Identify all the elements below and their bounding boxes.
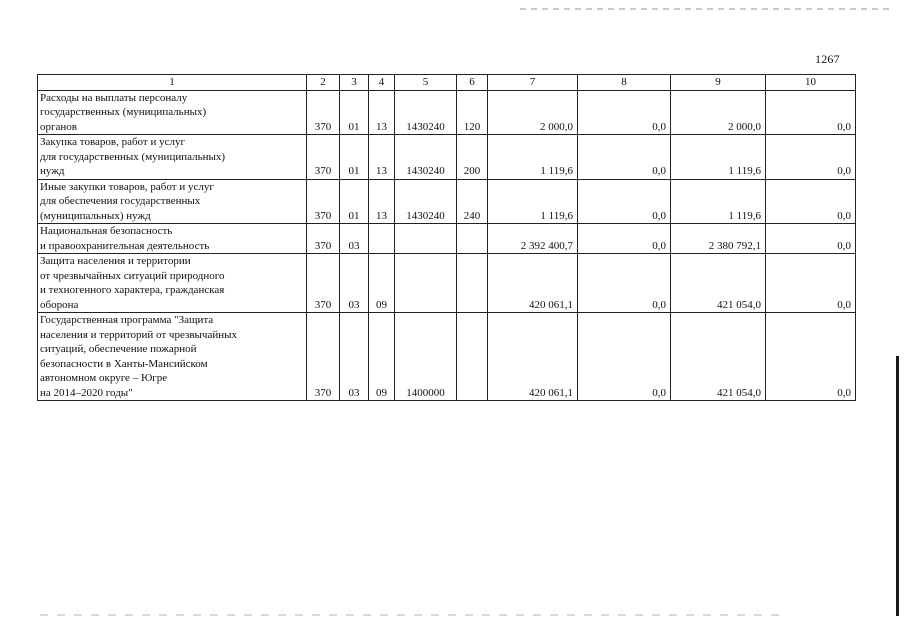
table-row bbox=[38, 135, 856, 180]
cell-c4: 09 bbox=[369, 254, 395, 313]
cell-c5 bbox=[395, 254, 457, 313]
header-col-7: 7 bbox=[488, 75, 578, 91]
scan-noise-bottom bbox=[40, 614, 780, 616]
cell-c3: 03 bbox=[340, 254, 369, 313]
cell-c5: 1430240 bbox=[395, 135, 457, 180]
cell-c8: 0,0 bbox=[578, 254, 671, 313]
header-col-6: 6 bbox=[457, 75, 488, 91]
cell-c7: 1 119,6 bbox=[488, 179, 578, 224]
cell-c2: 370 bbox=[307, 254, 340, 313]
cell-c2: 370 bbox=[307, 224, 340, 254]
cell-c6 bbox=[457, 313, 488, 401]
cell-c8: 0,0 bbox=[578, 224, 671, 254]
row-name: Закупка товаров, работ и услуг для государственных (муниципальных) нужд bbox=[38, 135, 307, 180]
cell-c6: 200 bbox=[457, 135, 488, 180]
cell-c10: 0,0 bbox=[766, 90, 856, 135]
cell-c3: 01 bbox=[340, 90, 369, 135]
scan-noise-top bbox=[520, 8, 890, 10]
table-row bbox=[38, 254, 856, 313]
header-col-1: 1 bbox=[38, 75, 307, 91]
row-name: Государственная программа "Защита населения и территорий от чрезвычайных ситуаций, обеспечение пожарной безопасности в Ханты-Мансийском автономном округе – Югре на 2014–2020 годы" bbox=[38, 313, 307, 401]
row-name: Иные закупки товаров, работ и услуг для обеспечения государственных (муниципальных) нужд bbox=[38, 179, 307, 224]
page-number: 1267 bbox=[815, 52, 840, 66]
cell-c3: 03 bbox=[340, 313, 369, 401]
cell-c8: 0,0 bbox=[578, 135, 671, 180]
cell-c9: 421 054,0 bbox=[671, 313, 766, 401]
cell-c8: 0,0 bbox=[578, 313, 671, 401]
cell-c3: 01 bbox=[340, 135, 369, 180]
header-col-10: 10 bbox=[766, 75, 856, 91]
cell-c7: 420 061,1 bbox=[488, 254, 578, 313]
cell-c7: 2 392 400,7 bbox=[488, 224, 578, 254]
cell-c7: 1 119,6 bbox=[488, 135, 578, 180]
cell-c5: 1430240 bbox=[395, 90, 457, 135]
header-col-8: 8 bbox=[578, 75, 671, 91]
cell-c7: 2 000,0 bbox=[488, 90, 578, 135]
cell-c5: 1400000 bbox=[395, 313, 457, 401]
table-row bbox=[38, 90, 856, 135]
cell-c7: 420 061,1 bbox=[488, 313, 578, 401]
budget-table bbox=[37, 74, 856, 401]
cell-c2: 370 bbox=[307, 313, 340, 401]
header-col-2: 2 bbox=[307, 75, 340, 91]
cell-c5: 1430240 bbox=[395, 179, 457, 224]
cell-c9: 421 054,0 bbox=[671, 254, 766, 313]
cell-c10: 0,0 bbox=[766, 179, 856, 224]
cell-c2: 370 bbox=[307, 135, 340, 180]
cell-c9: 2 000,0 bbox=[671, 90, 766, 135]
cell-c10: 0,0 bbox=[766, 313, 856, 401]
cell-c4: 13 bbox=[369, 135, 395, 180]
cell-c9: 1 119,6 bbox=[671, 135, 766, 180]
header-row bbox=[38, 75, 856, 91]
cell-c2: 370 bbox=[307, 90, 340, 135]
cell-c8: 0,0 bbox=[578, 90, 671, 135]
cell-c4: 13 bbox=[369, 179, 395, 224]
cell-c10: 0,0 bbox=[766, 224, 856, 254]
cell-c6 bbox=[457, 254, 488, 313]
row-name: Расходы на выплаты персоналу государственных (муниципальных) органов bbox=[38, 90, 307, 135]
cell-c4: 13 bbox=[369, 90, 395, 135]
cell-c3: 01 bbox=[340, 179, 369, 224]
cell-c9: 1 119,6 bbox=[671, 179, 766, 224]
cell-c10: 0,0 bbox=[766, 135, 856, 180]
cell-c6: 120 bbox=[457, 90, 488, 135]
row-name: Национальная безопасность и правоохранительная деятельность bbox=[38, 224, 307, 254]
header-col-4: 4 bbox=[369, 75, 395, 91]
cell-c3: 03 bbox=[340, 224, 369, 254]
header-col-3: 3 bbox=[340, 75, 369, 91]
cell-c5 bbox=[395, 224, 457, 254]
cell-c2: 370 bbox=[307, 179, 340, 224]
table-row bbox=[38, 224, 856, 254]
header-col-5: 5 bbox=[395, 75, 457, 91]
header-col-9: 9 bbox=[671, 75, 766, 91]
cell-c10: 0,0 bbox=[766, 254, 856, 313]
table-row bbox=[38, 179, 856, 224]
scan-edge-shadow bbox=[896, 356, 899, 616]
row-name: Защита населения и территории от чрезвычайных ситуаций природного и техногенного характера, гражданская оборона bbox=[38, 254, 307, 313]
cell-c6 bbox=[457, 224, 488, 254]
table-row bbox=[38, 313, 856, 401]
cell-c8: 0,0 bbox=[578, 179, 671, 224]
cell-c6: 240 bbox=[457, 179, 488, 224]
cell-c9: 2 380 792,1 bbox=[671, 224, 766, 254]
cell-c4 bbox=[369, 224, 395, 254]
table-body bbox=[38, 90, 856, 401]
table-header bbox=[38, 75, 856, 91]
cell-c4: 09 bbox=[369, 313, 395, 401]
